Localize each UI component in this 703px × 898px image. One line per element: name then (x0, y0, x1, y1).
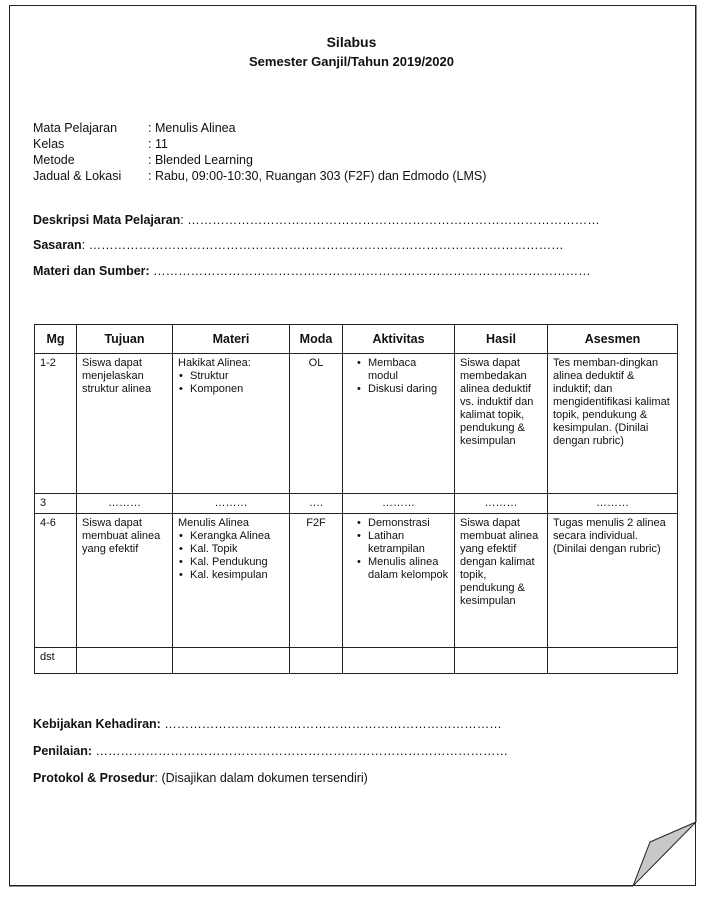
deskripsi-label: Deskripsi Mata Pelajaran (33, 213, 181, 227)
list-item: • Kal. kesimpulan (188, 569, 284, 582)
table-header-row (35, 325, 678, 354)
kebijakan-line (33, 717, 502, 731)
kebijakan-value: ……………………………………………………………………… (160, 717, 502, 731)
table-row (35, 494, 678, 514)
list-item: • Komponen (188, 383, 284, 396)
list-item: • Latihan ketrampilan (366, 530, 449, 556)
cell-tujuan: Siswa dapat membuat alinea yang efektif (77, 514, 173, 648)
column-header: Moda (290, 325, 343, 354)
penilaian-line (33, 744, 508, 758)
sasaran-value: : …………………………………………………………………………………………………… (81, 238, 564, 252)
list-item: • Menulis alinea dalam kelompok (366, 556, 449, 582)
protokol-value: : (Disajikan dalam dokumen tersendiri) (154, 771, 368, 785)
materi-sumber-value: …………………………………………………………………………………………… (149, 264, 591, 278)
deskripsi-line (33, 213, 600, 227)
cell-empty (548, 648, 678, 674)
cell-asesmen: ……… (548, 494, 678, 514)
info-row (33, 136, 486, 152)
syllabus-table (34, 324, 678, 674)
cell-aktivitas (343, 514, 455, 648)
materi-sumber-line (33, 264, 591, 278)
info-value: : Menulis Alinea (148, 121, 236, 135)
info-label: Metode (33, 153, 75, 167)
list-item: • Kal. Topik (188, 543, 284, 556)
cell-materi (173, 354, 290, 494)
info-value: : Rabu, 09:00-10:30, Ruangan 303 (F2F) dan Edmodo (LMS) (148, 169, 487, 183)
document-title: Silabus (326, 34, 377, 50)
cell-empty (343, 648, 455, 674)
course-info (33, 120, 486, 184)
aktivitas-list (348, 517, 449, 582)
cell-moda: OL (290, 354, 343, 494)
info-label: Kelas (33, 137, 65, 151)
cell-materi (173, 514, 290, 648)
column-header: Materi (173, 325, 290, 354)
cell-asesmen: Tugas menulis 2 alinea secara individual. (Dinilai dengan rubric) (548, 514, 678, 648)
info-label: Mata Pelajaran (33, 121, 118, 135)
list-item: • Diskusi daring (366, 383, 449, 396)
materi-title: Hakikat Alinea: (178, 357, 251, 369)
cell-mg: dst (35, 648, 77, 674)
info-row (33, 120, 486, 136)
kebijakan-label: Kebijakan Kehadiran: (33, 717, 161, 731)
deskripsi-value: : ……………………………………………………………………………………… (180, 213, 600, 227)
table-row (35, 514, 678, 648)
list-item: • Kal. Pendukung (188, 556, 284, 569)
cell-aktivitas (343, 354, 455, 494)
cell-empty (455, 648, 548, 674)
cell-hasil: ……… (455, 494, 548, 514)
cell-mg: 4-6 (35, 514, 77, 648)
column-header: Aktivitas (343, 325, 455, 354)
cell-tujuan: Siswa dapat menjelaskan struktur alinea (77, 354, 173, 494)
cell-moda: …. (290, 494, 343, 514)
penilaian-value: ……………………………………………………………………………………… (92, 744, 509, 758)
column-header: Asesmen (548, 325, 678, 354)
column-header: Tujuan (77, 325, 173, 354)
info-row (33, 152, 486, 168)
materi-list (178, 370, 284, 396)
list-item: • Membaca modul (366, 357, 449, 383)
cell-mg: 3 (35, 494, 77, 514)
info-value: : 11 (148, 137, 168, 151)
materi-sumber-label: Materi dan Sumber: (33, 264, 150, 278)
materi-title: Menulis Alinea (178, 517, 249, 529)
cell-tujuan: ……… (77, 494, 173, 514)
cell-moda: F2F (290, 514, 343, 648)
protokol-label: Protokol & Prosedur (33, 771, 155, 785)
protokol-line (33, 771, 368, 785)
sasaran-line (33, 238, 564, 252)
cell-mg: 1-2 (35, 354, 77, 494)
list-item: • Demonstrasi (366, 517, 449, 530)
cell-asesmen: Tes memban-dingkan alinea deduktif & induktif; dan mengidentifikasi kalimat topik, pendukung & kesimpulan. (Dinilai dengan rubric) (548, 354, 678, 494)
cell-materi: ……… (173, 494, 290, 514)
info-row (33, 168, 486, 184)
cell-hasil: Siswa dapat membedakan alinea deduktif vs. induktif dan kalimat topik, pendukung & kesimpulan (455, 354, 548, 494)
penilaian-label: Penilaian: (33, 744, 93, 758)
column-header: Mg (35, 325, 77, 354)
cell-hasil: Siswa dapat membuat alinea yang efektif dengan kalimat topik, pendukung & kesimpulan (455, 514, 548, 648)
document-subtitle: Semester Ganjil/Tahun 2019/2020 (249, 54, 454, 69)
info-label: Jadual & Lokasi (33, 169, 122, 183)
column-header: Hasil (455, 325, 548, 354)
cell-aktivitas: ……… (343, 494, 455, 514)
materi-list (178, 530, 284, 582)
table-row (35, 648, 678, 674)
cell-empty (290, 648, 343, 674)
info-value: : Blended Learning (148, 153, 253, 167)
sasaran-label: Sasaran (33, 238, 82, 252)
cell-empty (173, 648, 290, 674)
list-item: • Struktur (188, 370, 284, 383)
aktivitas-list (348, 357, 449, 396)
cell-empty (77, 648, 173, 674)
list-item: • Kerangka Alinea (188, 530, 284, 543)
table-row (35, 354, 678, 494)
